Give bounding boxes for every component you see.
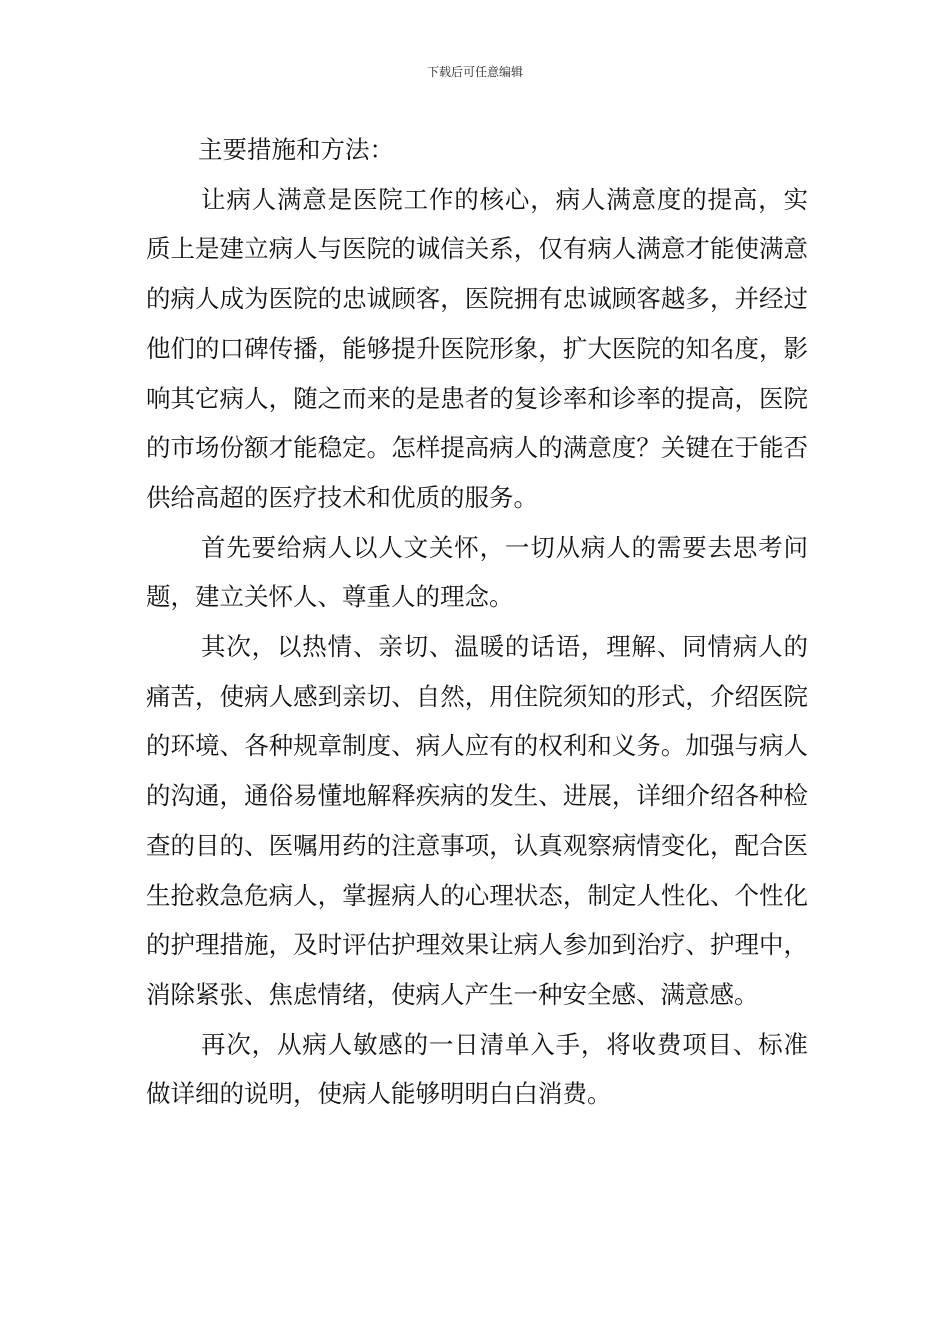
document-body bbox=[146, 125, 808, 1119]
paragraph-billing-list: 再次，从病人敏感的一日清单入手，将收费项目、标准做详细的说明，使病人能够明明白白消费。 bbox=[146, 1029, 808, 1109]
paragraph-patient-satisfaction: 让病人满意是医院工作的核心，病人满意度的提高，实质上是建立病人与医院的诚信关系，仅有病人满意才能使满意的病人成为医院的忠诚顾客，医院拥有忠诚顾客越多，并经过他们的口碑传播，能够提升医院形象，扩大医院的知名度，影响其它病人，随之而来的是患者的复诊率和诊率的提高，医院的市场份额才能稳定。怎样提高病人的满意度？关键在于能否供给高超的医疗技术和优质的服务。 bbox=[146, 184, 808, 512]
section-heading: 主要措施和方法： bbox=[198, 135, 394, 164]
paragraph-communication: 其次，以热情、亲切、温暖的话语，理解、同情病人的痛苦，使病人感到亲切、自然，用住院须知的形式，介绍医院的环境、各种规章制度、病人应有的权利和义务。加强与病人的沟通，通俗易懂地解释疾病的发生、进展，详细介绍各种检查的目的、医嘱用药的注意事项，认真观察病情变化，配合医生抢救急危病人，掌握病人的心理状态，制定人性化、个性化的护理措施，及时评估护理效果让病人参加到治疗、护理中，消除紧张、焦虑情绪，使病人产生一种安全感、满意感。 bbox=[146, 632, 808, 1009]
paragraph-humanistic-care: 首先要给病人以人文关怀，一切从病人的需要去思考问题，建立关怀人、尊重人的理念。 bbox=[146, 532, 808, 612]
page-header: 下载后可任意编辑 bbox=[426, 65, 523, 79]
